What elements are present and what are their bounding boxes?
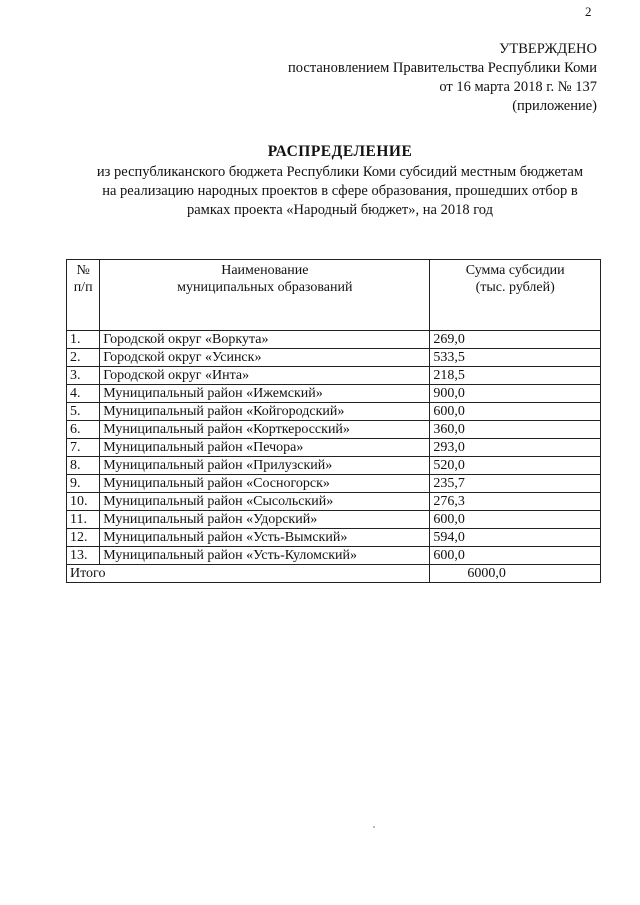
row-name-cell: Муниципальный район «Койгородский» xyxy=(100,403,430,421)
table-row xyxy=(67,475,601,493)
table-row xyxy=(67,367,601,385)
table-row xyxy=(67,529,601,547)
table-row xyxy=(67,403,601,421)
document-subtitle xyxy=(85,163,595,220)
header-name-line: муниципальных образований xyxy=(177,280,353,295)
table-row xyxy=(67,385,601,403)
row-name-cell: Городской округ «Усинск» xyxy=(100,349,430,367)
page-number: 2 xyxy=(585,4,592,19)
subtitle-line: из республиканского бюджета Республики Коми субсидий местным бюджетам xyxy=(96,164,584,180)
row-number-cell: 9. xyxy=(67,475,100,493)
header-sum xyxy=(430,260,601,331)
table-header-row xyxy=(67,260,601,331)
row-name-cell: Муниципальный район «Усть-Куломский» xyxy=(100,547,430,565)
row-name-cell: Муниципальный район «Ижемский» xyxy=(100,385,430,403)
row-number-cell: 11. xyxy=(67,511,100,529)
approval-date: от 16 марта 2018 г. № 137 xyxy=(439,79,597,95)
row-number-cell: 2. xyxy=(67,349,100,367)
table-row xyxy=(67,511,601,529)
title-block xyxy=(60,143,620,220)
row-sum-cell: 600,0 xyxy=(430,511,601,529)
row-number-cell: 12. xyxy=(67,529,100,547)
row-name-cell: Муниципальный район «Удорский» xyxy=(100,511,430,529)
row-number-cell: 3. xyxy=(67,367,100,385)
row-sum-cell: 276,3 xyxy=(430,493,601,511)
header-sum-line: Сумма субсидии xyxy=(465,263,565,278)
row-sum-cell: 269,0 xyxy=(430,331,601,349)
table-row xyxy=(67,421,601,439)
approval-appendix: (приложение) xyxy=(512,98,597,114)
total-row xyxy=(67,565,601,583)
header-number-line: № xyxy=(76,263,90,278)
row-name-cell: Муниципальный район «Прилузский» xyxy=(100,457,430,475)
table-row xyxy=(67,439,601,457)
approval-heading: УТВЕРЖДЕНО xyxy=(499,41,597,57)
header-name xyxy=(100,260,430,331)
approval-resolution: постановлением Правительства Республики Коми xyxy=(288,60,597,76)
row-number-cell: 10. xyxy=(67,493,100,511)
row-number-cell: 8. xyxy=(67,457,100,475)
row-sum-cell: 900,0 xyxy=(430,385,601,403)
header-sum-line: (тыс. рублей) xyxy=(475,280,555,295)
row-sum-cell: 533,5 xyxy=(430,349,601,367)
row-number-cell: 6. xyxy=(67,421,100,439)
subtitle-line: рамках проекта «Народный бюджет», на 2018 год xyxy=(187,202,493,218)
row-sum-cell: 600,0 xyxy=(430,403,601,421)
header-number-line: п/п xyxy=(73,280,93,295)
row-name-cell: Муниципальный район «Корткеросский» xyxy=(100,421,430,439)
table-body xyxy=(67,331,601,583)
row-sum-cell: 600,0 xyxy=(430,547,601,565)
subtitle-line: на реализацию народных проектов в сфере образования, прошедших отбор в xyxy=(102,183,578,199)
approval-stamp xyxy=(288,40,597,116)
row-number-cell: 7. xyxy=(67,439,100,457)
scan-speck xyxy=(373,826,375,828)
row-number-cell: 4. xyxy=(67,385,100,403)
row-name-cell: Городской округ «Воркута» xyxy=(100,331,430,349)
distribution-table xyxy=(66,259,601,583)
header-name-line: Наименование xyxy=(221,263,309,278)
total-sum: 6000,0 xyxy=(430,565,601,583)
row-number-cell: 5. xyxy=(67,403,100,421)
row-sum-cell: 520,0 xyxy=(430,457,601,475)
row-sum-cell: 235,7 xyxy=(430,475,601,493)
table-row xyxy=(67,547,601,565)
table-row xyxy=(67,331,601,349)
row-sum-cell: 218,5 xyxy=(430,367,601,385)
row-name-cell: Муниципальный район «Сосногорск» xyxy=(100,475,430,493)
document-title: РАСПРЕДЕЛЕНИЕ xyxy=(267,143,413,160)
header-number xyxy=(67,260,100,331)
row-sum-cell: 594,0 xyxy=(430,529,601,547)
table-row xyxy=(67,349,601,367)
row-number-cell: 1. xyxy=(67,331,100,349)
row-sum-cell: 360,0 xyxy=(430,421,601,439)
total-label: Итого xyxy=(67,565,430,583)
row-name-cell: Городской округ «Инта» xyxy=(100,367,430,385)
row-name-cell: Муниципальный район «Печора» xyxy=(100,439,430,457)
table-row xyxy=(67,457,601,475)
row-name-cell: Муниципальный район «Усть-Вымский» xyxy=(100,529,430,547)
row-sum-cell: 293,0 xyxy=(430,439,601,457)
row-number-cell: 13. xyxy=(67,547,100,565)
row-name-cell: Муниципальный район «Сысольский» xyxy=(100,493,430,511)
table-row xyxy=(67,493,601,511)
